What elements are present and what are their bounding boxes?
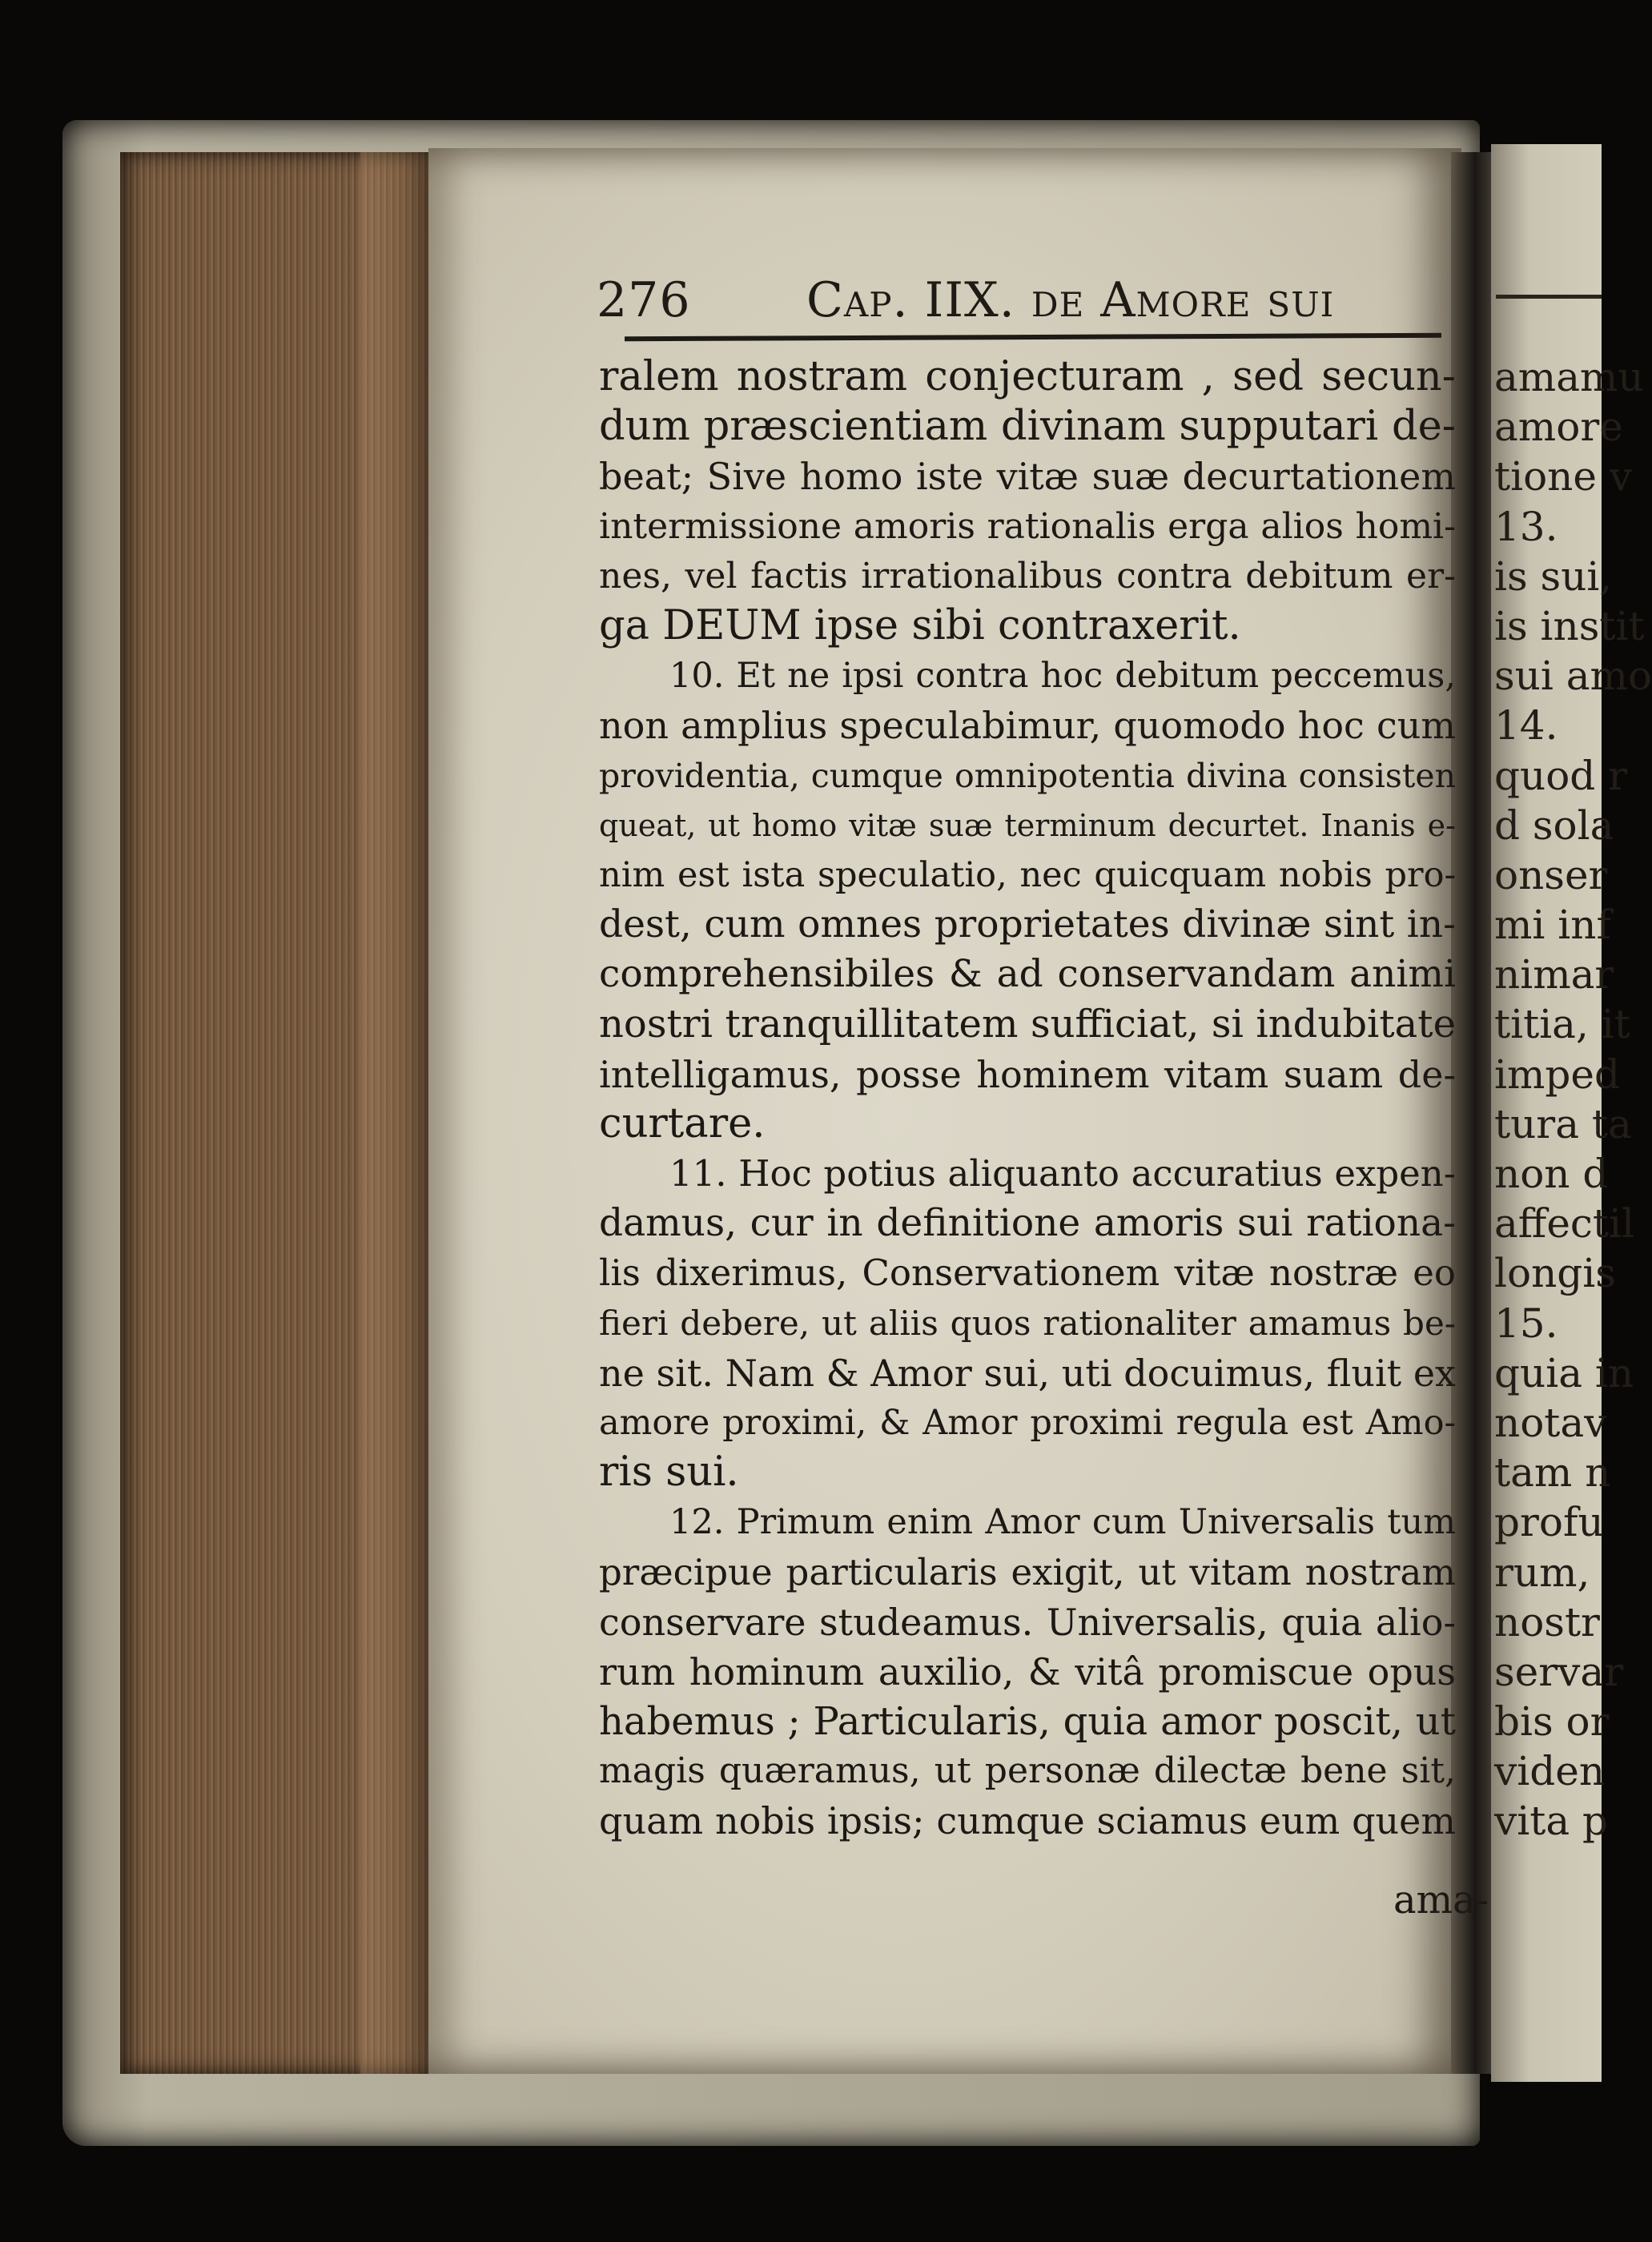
- facing-line: mi inf: [1494, 902, 1611, 949]
- facing-line: 15.: [1494, 1300, 1558, 1347]
- text-line: nostri tranquillitatem sufficiat, si indubitate: [599, 1002, 1456, 1047]
- facing-line: viden: [1494, 1748, 1606, 1795]
- facing-line: titia, it: [1494, 1001, 1630, 1048]
- facing-line: amamu: [1494, 354, 1644, 400]
- facing-line: is instit: [1494, 602, 1645, 649]
- text-line: curtare.: [599, 1099, 766, 1147]
- facing-line: amore: [1494, 404, 1623, 451]
- catchword: ama-: [1393, 1878, 1489, 1923]
- text-line: dum præscientiam divinam supputari de-: [599, 403, 1456, 451]
- facing-line: sui amo: [1494, 653, 1652, 700]
- text-line: nim est ista speculatio, nec quicquam nobis pro-: [599, 854, 1456, 895]
- facing-line: imped: [1494, 1051, 1621, 1098]
- text-line: beat; Sive homo iste vitæ suæ decurtationem: [599, 455, 1456, 499]
- facing-line: tione v: [1494, 453, 1633, 500]
- facing-line: is sui,: [1494, 552, 1613, 600]
- text-line: nes, vel factis irrationalibus contra debitum er-: [599, 555, 1456, 597]
- facing-line: onser: [1494, 851, 1608, 898]
- text-line: habemus ; Particularis, quia amor poscit, ut: [599, 1699, 1456, 1745]
- text-line: præcipue particularis exigit, ut vitam nostram: [599, 1550, 1456, 1593]
- facing-line: non d: [1494, 1151, 1609, 1197]
- page-number: 276: [597, 272, 691, 328]
- text-line: conservare studeamus. Universalis, quia alio-: [599, 1600, 1456, 1644]
- facing-line: tam n: [1494, 1449, 1611, 1497]
- facing-page-text: [1494, 352, 1652, 1846]
- text-line: lis dixerimus, Conservationem vitæ nostræ eo: [599, 1252, 1456, 1295]
- text-line: magis quæramus, ut personæ dilectæ bene sit,: [599, 1750, 1456, 1792]
- text-line: intermissione amoris rationalis erga alios homi-: [599, 505, 1456, 547]
- text-line: damus, cur in definitione amoris sui rationa-: [599, 1201, 1456, 1246]
- facing-line: d sola: [1494, 802, 1614, 849]
- facing-line: 14.: [1494, 702, 1558, 749]
- facing-line: quia in: [1494, 1349, 1634, 1396]
- text-line: 11. Hoc potius aliquanto accuratius expen-: [669, 1152, 1456, 1195]
- text-line: ga DEUM ipse sibi contraxerit.: [599, 601, 1241, 649]
- text-line: intelligamus, posse hominem vitam suam de-: [599, 1052, 1456, 1096]
- facing-line: nostr: [1494, 1598, 1600, 1645]
- facing-line: affectil: [1494, 1200, 1634, 1248]
- facing-line: vita p: [1494, 1798, 1609, 1845]
- page-body-text: [599, 352, 1456, 1846]
- facing-line: profu: [1494, 1499, 1604, 1546]
- facing-line: rum,: [1494, 1549, 1590, 1596]
- text-line: providentia, cumque omnipotentia divina consisten: [599, 756, 1456, 795]
- facing-line: 13.: [1494, 503, 1558, 550]
- text-line: queat, ut homo vitæ suæ terminum decurtet. Inanis e-: [599, 807, 1456, 843]
- facing-line: servar: [1494, 1648, 1624, 1695]
- text-line: quam nobis ipsis; cumque sciamus eum quem: [599, 1799, 1456, 1843]
- facing-line: nimar: [1494, 951, 1614, 998]
- text-line: ris sui.: [599, 1448, 739, 1497]
- facing-line: bis or: [1494, 1698, 1610, 1746]
- text-line: dest, cum omnes proprietates divinæ sint in-: [599, 902, 1456, 947]
- facing-line: quod r: [1494, 752, 1628, 799]
- text-line: 10. Et ne ipsi contra hoc debitum peccemus,: [669, 656, 1456, 697]
- text-line: 12. Primum enim Amor cum Universalis tum: [669, 1502, 1456, 1543]
- page-edges: [120, 152, 432, 2074]
- facing-page-rule: [1496, 295, 1602, 299]
- running-title: Cap. IIX. de Amore sui: [806, 272, 1335, 328]
- text-line: non amplius speculabimur, quomodo hoc cum: [599, 704, 1456, 748]
- text-line: comprehensibiles & ad conservandam animi: [599, 952, 1456, 997]
- text-line: amore proximi, & Amor proximi regula est Amo-: [599, 1402, 1456, 1443]
- text-line: fieri debere, ut aliis quos rationaliter amamus be-: [599, 1303, 1456, 1343]
- text-line: ralem nostram conjecturam , sed secun-: [599, 353, 1456, 400]
- facing-line: notav: [1494, 1399, 1607, 1446]
- facing-line: longis: [1494, 1250, 1616, 1297]
- text-line: ne sit. Nam & Amor sui, uti docuimus, fluit ex: [599, 1351, 1456, 1395]
- facing-line: tura ta: [1494, 1100, 1632, 1147]
- text-line: rum hominum auxilio, & vitâ promiscue opus: [599, 1649, 1456, 1694]
